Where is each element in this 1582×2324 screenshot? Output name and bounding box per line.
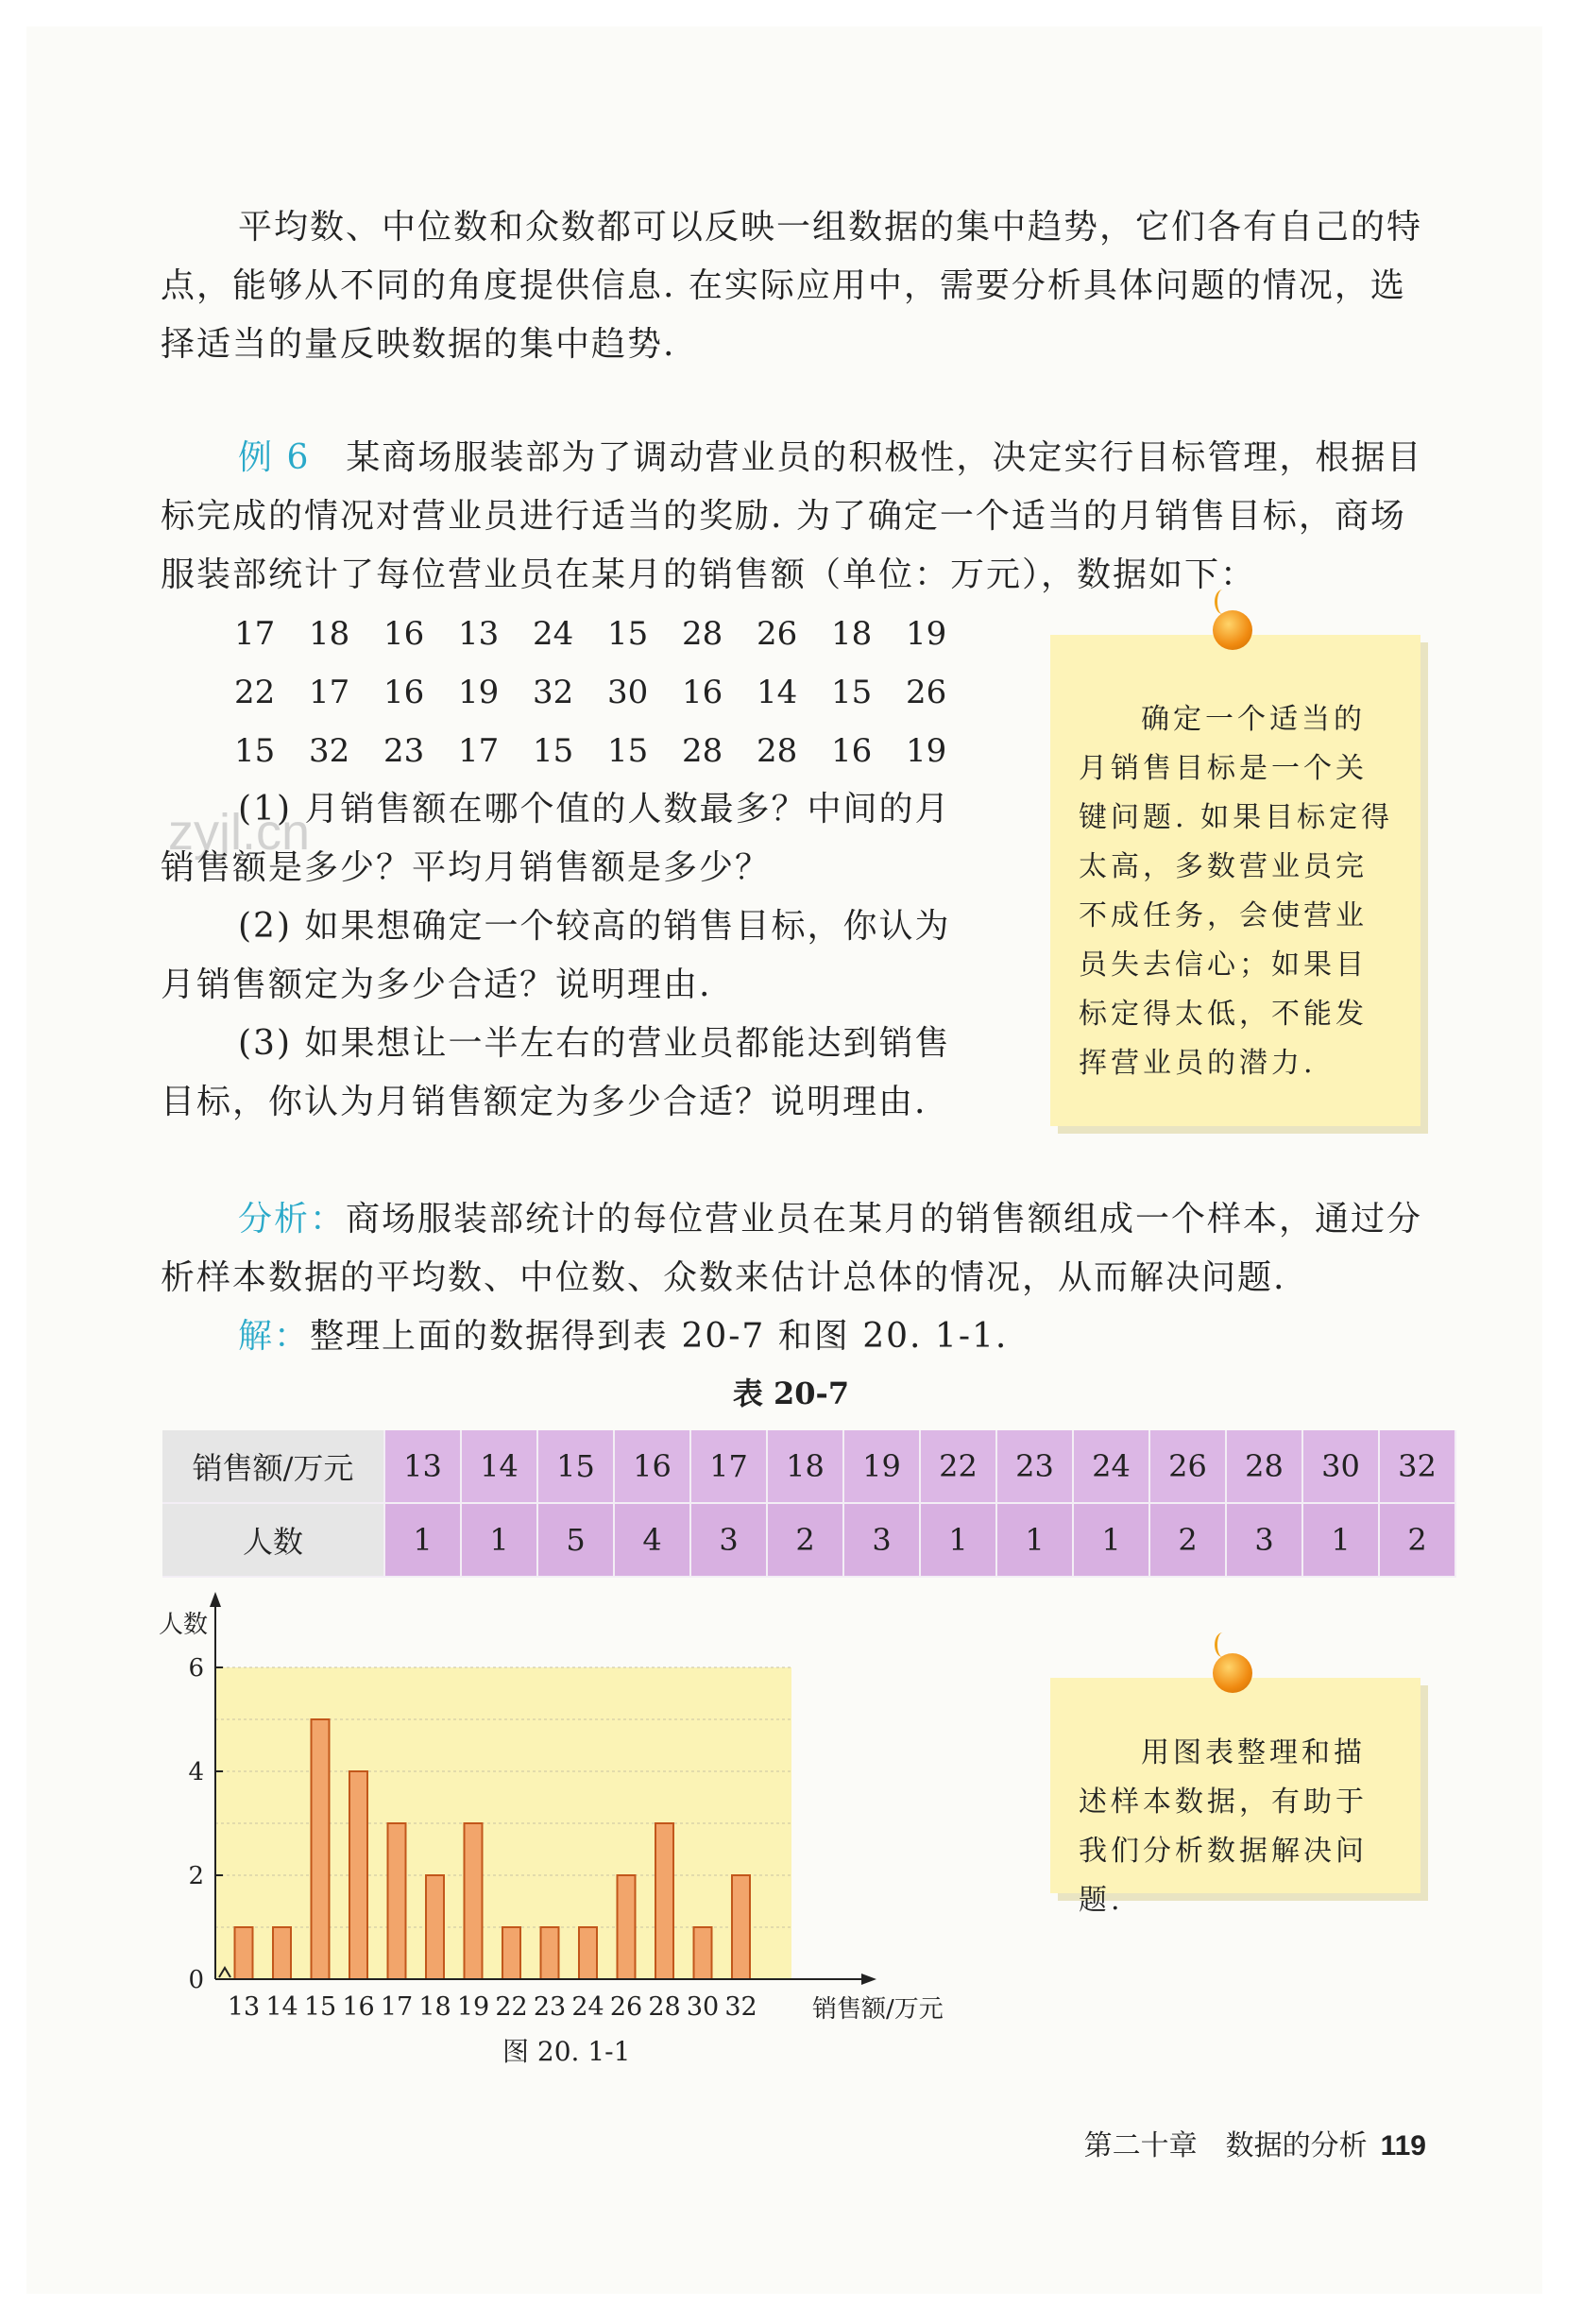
x-tick-label: 14 [265,1992,298,2022]
number: 28 [682,732,723,770]
number: 16 [383,615,425,653]
number: 26 [757,615,798,653]
x-tick-label: 17 [380,1992,414,2022]
question-3: (3) 如果想让一半左右的营业员都能达到销售目标，你认为月销售额定为多少合适？说明理由. [161,1024,951,1121]
table-cell: 1 [461,1503,537,1577]
table-cell: 15 [537,1430,614,1503]
bar [388,1823,406,1979]
table-cell: 1 [1073,1503,1149,1577]
number: 15 [607,615,649,653]
number: 15 [607,732,649,770]
solution-text: 整理上面的数据得到表 20-7 和图 20. 1-1. [310,1317,1009,1356]
table-cell: 14 [461,1430,537,1503]
data-numbers [234,605,980,780]
x-tick-label: 16 [342,1992,375,2022]
number: 13 [458,615,500,653]
x-tick-label: 18 [418,1992,451,2022]
bar-chart [151,1587,982,2031]
page-footer [1084,2122,1426,2163]
figure-caption: 图 20. 1-1 [502,2036,631,2067]
table-cell: 1 [996,1503,1073,1577]
table-cell: 5 [537,1503,614,1577]
y-axis-label: 人数 [159,1611,209,1639]
bar [312,1719,330,1979]
table-cell: 2 [767,1503,843,1577]
analysis-block [161,1190,1436,1366]
number: 28 [682,615,723,653]
number: 16 [383,674,425,711]
number: 17 [234,615,276,653]
number: 15 [533,732,574,770]
frequency-table [162,1430,1456,1578]
bar [273,1927,291,1979]
bar [465,1823,483,1979]
table-cell: 19 [843,1430,920,1503]
x-tick-label: 32 [724,1992,757,2022]
y-tick-label: 0 [188,1966,204,1994]
numbers-row-2 [234,663,980,722]
number: 16 [831,732,873,770]
table-cell: 17 [690,1430,767,1503]
table-cell: 1 [1302,1503,1379,1577]
table-cell: 26 [1149,1430,1226,1503]
y-tick-label: 2 [188,1862,204,1890]
number: 23 [383,732,425,770]
note-2-text: 用图表整理和描述样本数据，有助于我们分析数据解决问题. [1079,1736,1368,1917]
table-cell: 3 [1226,1503,1302,1577]
y-tick-label: 4 [188,1758,204,1786]
number: 19 [458,674,500,711]
example-block [161,429,1436,605]
number: 26 [906,674,947,711]
row-header-counts: 人数 [162,1503,384,1577]
table-cell: 23 [996,1430,1073,1503]
question-1: (1) 月销售额在哪个值的人数最多？中间的月销售额是多少？平均月销售额是多少？ [161,790,951,887]
side-note-2 [1050,1678,1420,1917]
number: 18 [831,615,873,653]
bar [694,1927,712,1979]
x-tick-label: 26 [609,1992,643,2022]
x-axis-arrow-icon [861,1974,876,1985]
pushpin-icon [1213,610,1252,650]
number: 32 [309,732,350,770]
number: 17 [309,674,350,711]
bar [541,1927,559,1979]
number: 15 [831,674,873,711]
table-cell: 2 [1379,1503,1455,1577]
table-cell: 3 [843,1503,920,1577]
table-cell: 13 [384,1430,461,1503]
x-tick-label: 13 [227,1992,261,2022]
solution-label: 解： [238,1317,311,1356]
bar [502,1927,520,1979]
number: 19 [906,615,947,653]
y-tick-label: 6 [188,1654,204,1683]
bar [579,1927,597,1979]
side-note-1 [1050,635,1420,1126]
bar [618,1875,636,1979]
number: 14 [757,674,798,711]
table-cell: 4 [614,1503,690,1577]
x-tick-label: 28 [648,1992,681,2022]
table-cell: 3 [690,1503,767,1577]
table-cell: 1 [920,1503,996,1577]
row-header-sales: 销售额/万元 [162,1430,384,1503]
bar [349,1771,367,1979]
intro-text: 平均数、中位数和众数都可以反映一组数据的集中趋势，它们各有自己的特点，能够从不同的角度提供信息. 在实际应用中，需要分析具体问题的情况，选择适当的量反映数据的集中趋势. [161,208,1423,364]
watermark: zyjl.cn [168,804,311,861]
number: 16 [682,674,723,711]
bar [426,1875,444,1979]
page-number: 119 [1380,2130,1426,2162]
x-tick-label: 22 [495,1992,528,2022]
table-cell: 28 [1226,1430,1302,1503]
table-cell: 22 [920,1430,996,1503]
number: 22 [234,674,276,711]
x-tick-label: 30 [686,1992,720,2022]
table-cell: 1 [384,1503,461,1577]
table-cell: 32 [1379,1430,1455,1503]
question-2: (2) 如果想确定一个较高的销售目标，你认为月销售额定为多少合适？说明理由. [161,907,951,1004]
numbers-row-1 [234,605,980,663]
example-label: 例 6 [238,438,311,477]
x-tick-label: 19 [456,1992,490,2022]
number: 28 [757,732,798,770]
number: 32 [533,674,574,711]
chapter-title: 第二十章 数据的分析 [1083,2130,1368,2162]
analysis-label: 分析： [238,1200,347,1239]
analysis-text: 商场服装部统计的每位营业员在某月的销售额组成一个样本，通过分析样本数据的平均数、中位数、众数来估计总体的情况，从而解决问题. [161,1200,1423,1297]
number: 19 [906,732,947,770]
x-axis-label: 销售额/万元 [812,1995,944,2024]
number: 17 [458,732,500,770]
note-1-text: 确定一个适当的月销售目标是一个关键问题. 如果目标定得太高，多数营业员完不成任务，会使营业员失去信心；如果目标定得太低，不能发挥营业员的潜力. [1079,703,1394,1080]
intro-paragraph [161,198,1436,374]
table-cell: 24 [1073,1430,1149,1503]
number: 15 [234,732,276,770]
numbers-row-3 [234,722,980,780]
table-cell: 16 [614,1430,690,1503]
x-tick-label: 15 [303,1992,337,2022]
table-cell: 2 [1149,1503,1226,1577]
table-cell: 18 [767,1430,843,1503]
y-axis-arrow-icon [210,1592,221,1607]
bar [655,1823,673,1979]
number: 24 [533,615,574,653]
table-cell: 30 [1302,1430,1379,1503]
questions [161,780,982,1132]
x-tick-label: 23 [533,1992,567,2022]
table-row-counts [162,1503,1455,1577]
table-title: 表 20-7 [732,1376,850,1411]
x-tick-label: 24 [571,1992,604,2022]
example-text: 某商场服装部为了调动营业员的积极性，决定实行目标管理，根据目标完成的情况对营业员进行适当的奖励. 为了确定一个适当的月销售目标，商场服装部统计了每位营业员在某月的销售额（单位：万元），数据如下： [161,438,1423,594]
pushpin-icon [1213,1653,1252,1693]
number: 30 [607,674,649,711]
number: 18 [309,615,350,653]
table-row-sales [162,1430,1455,1503]
bar [235,1927,253,1979]
bar [732,1875,750,1979]
